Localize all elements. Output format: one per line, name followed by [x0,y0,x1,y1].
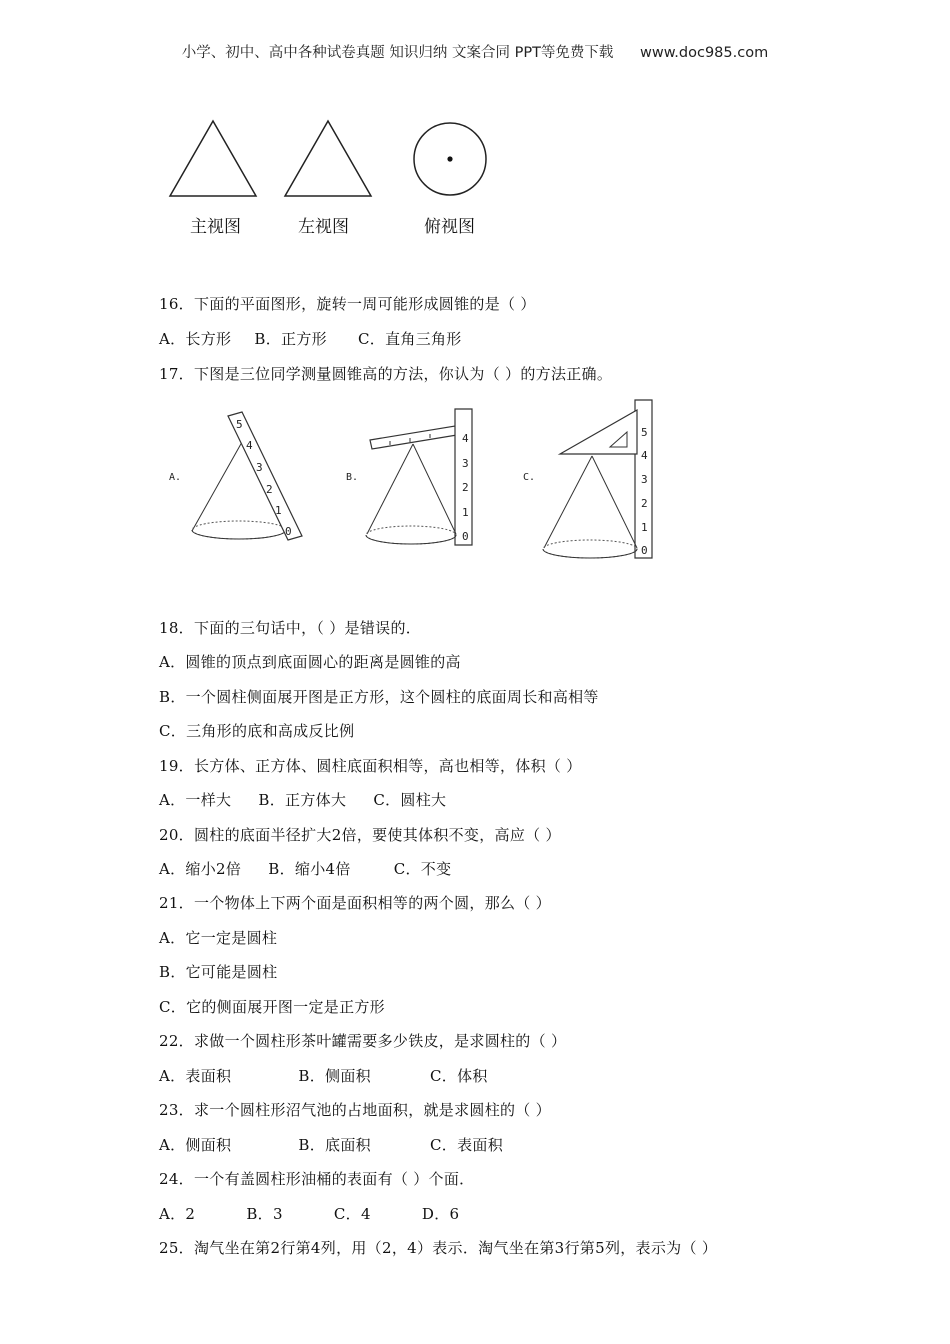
question-19-options [159,789,446,810]
q18-option-c: C．三角形的底和高成反比例 [159,722,355,740]
question-19: 19．长方体、正方体、圆柱底面积相等，高也相等，体积（ ） [159,757,582,775]
q24-option-c: C．4 [333,1205,371,1223]
q19-option-a: A．一样大 [159,791,232,809]
question-17: 17．下图是三位同学测量圆锥高的方法，你认为（ ）的方法正确。 [159,365,613,383]
ruler-b-tick-0: 0 [462,530,469,543]
q16-option-b: B．正方形 [254,330,327,348]
ruler-b-tick-1: 1 [462,506,469,519]
fig17-label-a: A. [169,472,182,483]
ruler-a-tick-2: 2 [266,483,273,496]
question-18: 18．下面的三句话中，（ ）是错误的． [159,619,422,637]
question-16-options [159,328,462,349]
q20-option-a: A．缩小2倍 [159,860,242,878]
q20-option-b: B．缩小4倍 [268,860,351,878]
q24-option-d: D．6 [421,1205,460,1223]
q22-option-b: B．侧面积 [298,1067,371,1085]
q22-option-a: A．表面积 [159,1067,232,1085]
ruler-c-tick-4: 4 [641,449,648,462]
question-23: 23．求一个圆柱形沼气池的占地面积，就是求圆柱的（ ） [159,1101,551,1119]
three-views-figure [160,112,500,242]
q20-option-c: C．不变 [393,860,452,878]
question-20-options [159,858,451,879]
q19-option-b: B．正方体大 [258,791,347,809]
three-views-drawing [160,112,500,212]
q19-option-c: C．圆柱大 [373,791,447,809]
header-site: www.doc985.com [640,45,769,61]
q23-option-c: C．表面积 [430,1136,504,1154]
cone-measure-drawing [150,392,670,567]
ruler-a-tick-3: 3 [256,461,263,474]
q16-option-a: A．长方形 [159,330,232,348]
question-22-options [159,1065,488,1086]
ruler-a-tick-5: 5 [236,418,243,431]
question-21: 21．一个物体上下两个面是面积相等的两个圆，那么（ ） [159,894,551,912]
method-a [192,412,302,540]
q22-option-c: C．体积 [430,1067,488,1085]
question-25: 25．淘气坐在第2行第4列，用（2，4）表示．淘气坐在第3行第5列，表示为（ ） [159,1239,718,1257]
question-22: 22．求做一个圆柱形茶叶罐需要多少铁皮，是求圆柱的（ ） [159,1032,567,1050]
ruler-c-tick-1: 1 [641,521,648,534]
method-c [543,400,652,558]
question-20: 20．圆柱的底面半径扩大2倍，要使其体积不变，高应（ ） [159,826,561,844]
ruler-a-tick-1: 1 [275,504,282,517]
ruler-a-tick-4: 4 [246,439,253,452]
q21-option-a: A．它一定是圆柱 [159,929,278,947]
top-view-label: 俯视图 [424,217,475,237]
page-header [0,41,950,62]
front-view-triangle [170,121,256,196]
cone-measure-figure [150,392,670,567]
q24-option-a: A．2 [159,1205,196,1223]
header-text: 小学、初中、高中各种试卷真题 知识归纳 文案合同 PPT等免费下载 [181,45,614,61]
left-view-label: 左视图 [298,217,349,237]
ruler-b-tick-3: 3 [462,457,469,470]
ruler-c-tick-0: 0 [641,544,648,557]
ruler-b-tick-4: 4 [462,432,469,445]
fig17-label-b: B. [346,472,359,483]
question-24: 24．一个有盖圆柱形油桶的表面有（ ）个面． [159,1170,475,1188]
q23-option-a: A．侧面积 [159,1136,232,1154]
q23-option-b: B．底面积 [298,1136,371,1154]
ruler-b-tick-2: 2 [462,481,469,494]
top-view-center-dot [447,156,452,161]
q21-option-c: C．它的侧面展开图一定是正方形 [159,998,385,1016]
ruler-c-tick-2: 2 [641,497,648,510]
left-view-triangle [285,121,371,196]
ruler-c-tick-3: 3 [641,473,648,486]
q18-option-a: A．圆锥的顶点到底面圆心的距离是圆锥的高 [159,653,461,671]
q18-option-b: B．一个圆柱侧面展开图是正方形，这个圆柱的底面周长和高相等 [159,688,599,706]
q16-option-c: C．直角三角形 [358,330,462,348]
front-view-label: 主视图 [190,217,241,237]
method-b [366,409,472,545]
q24-option-b: B．3 [246,1205,283,1223]
question-24-options [159,1203,459,1224]
fig17-label-c: C. [523,472,536,483]
question-16: 16．下面的平面图形，旋转一周可能形成圆锥的是（ ） [159,295,536,313]
ruler-c-tick-5: 5 [641,426,648,439]
ruler-a-tick-0: 0 [285,525,292,538]
question-23-options [159,1134,503,1155]
q21-option-b: B．它可能是圆柱 [159,963,278,981]
